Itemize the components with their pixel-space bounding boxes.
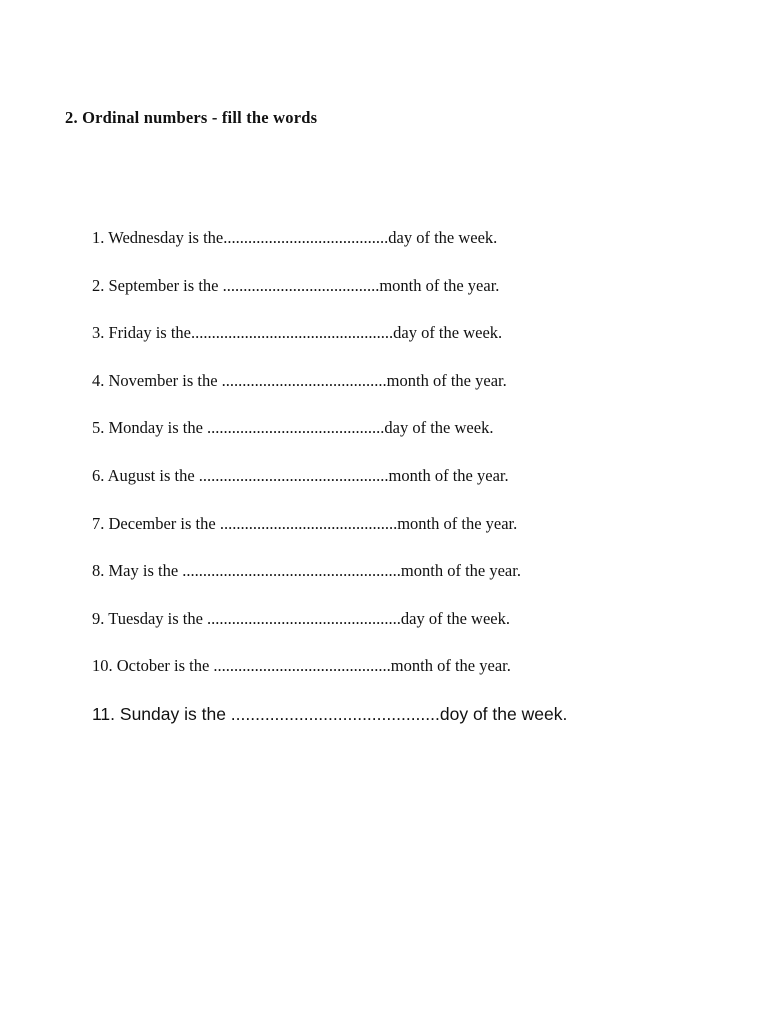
exercise-item-8: 8. May is the .....................................................month of the year. xyxy=(92,561,521,581)
exercise-item-9: 9. Tuesday is the ...............................................day of the week. xyxy=(92,608,510,628)
exercise-item-5: 5. Monday is the ...........................................day of the week. xyxy=(92,418,494,438)
exercise-item-3: 3. Friday is the.................................................day of the week. xyxy=(92,323,503,343)
exercise-list xyxy=(92,226,712,750)
exercise-item-2: 2. September is the ......................................month of the year. xyxy=(92,275,500,295)
exercise-item-1: 1. Wednesday is the........................................day of the week. xyxy=(92,228,498,247)
exercise-item-4: 4. November is the ........................................month of the year. xyxy=(92,370,507,390)
exercise-item-6: 6. August is the ..............................................month of the year. xyxy=(92,465,509,485)
worksheet-heading: 2. Ordinal numbers - fill the words xyxy=(65,108,318,127)
exercise-item-11: 11. Sunday is the ...........................................doy of the week. xyxy=(92,703,568,724)
exercise-item-10: 10. October is the ...........................................month of the year. xyxy=(92,656,511,676)
exercise-item-7: 7. December is the ...........................................month of the year. xyxy=(92,513,518,533)
